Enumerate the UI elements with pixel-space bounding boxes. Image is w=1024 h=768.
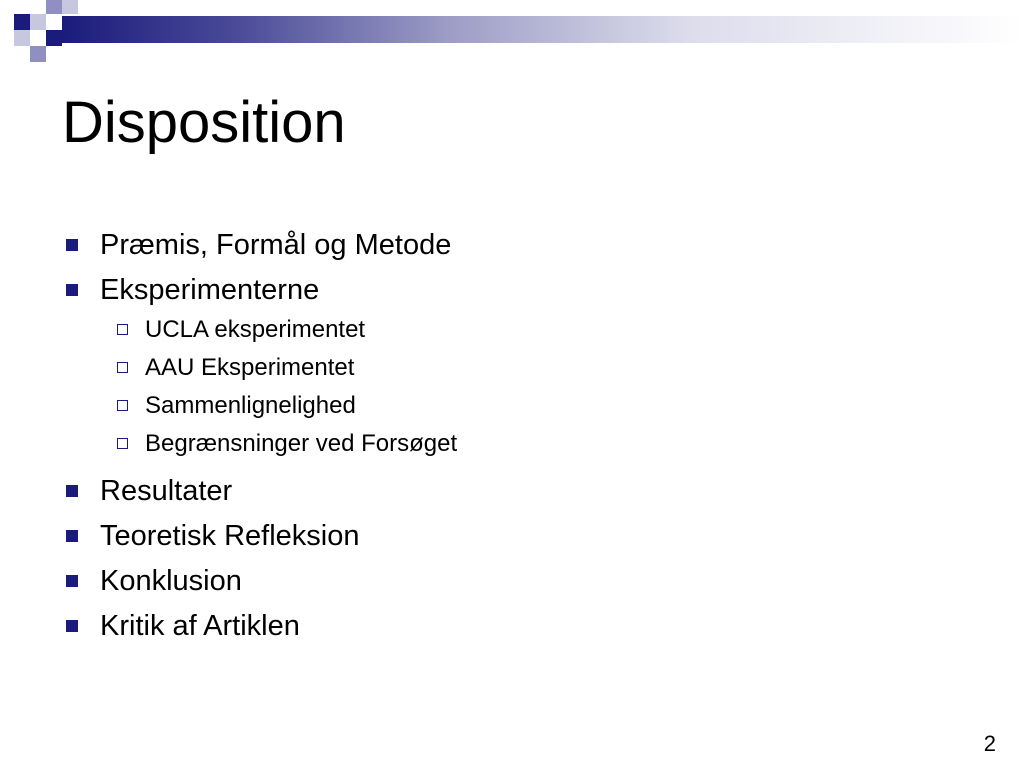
bullet-list <box>62 226 962 652</box>
sub-bullet-label: UCLA eksperimentet <box>145 316 366 343</box>
square-bullet-icon <box>66 284 78 296</box>
sub-bullet-item <box>62 352 962 390</box>
hollow-square-bullet-icon <box>117 400 128 411</box>
hollow-square-bullet-icon <box>117 324 128 335</box>
bullet-item <box>62 562 962 607</box>
decor-square <box>14 30 30 46</box>
bullet-label: Kritik af Artiklen <box>100 610 300 642</box>
sub-bullet-item <box>62 390 962 428</box>
bullet-label: Teoretisk Refleksion <box>100 520 360 552</box>
bullet-label: Resultater <box>100 475 233 507</box>
bullet-label: Præmis, Formål og Metode <box>100 229 452 261</box>
header-decoration <box>0 0 1024 64</box>
decor-square <box>46 0 62 14</box>
page-number: 2 <box>983 731 996 756</box>
bullet-label: Konklusion <box>100 565 242 597</box>
sub-bullet-item <box>62 314 962 352</box>
square-bullet-icon <box>66 530 78 542</box>
square-bullet-icon <box>66 485 78 497</box>
sub-bullet-list <box>62 314 962 466</box>
sub-bullet-label: AAU Eksperimentet <box>145 354 355 381</box>
sub-bullet-label: Begrænsninger ved Forsøget <box>145 430 458 457</box>
square-bullet-icon <box>66 575 78 587</box>
hollow-square-bullet-icon <box>117 438 128 449</box>
square-bullet-icon <box>66 239 78 251</box>
decor-square <box>30 46 46 62</box>
slide-title: Disposition <box>62 90 346 155</box>
bullet-label: Eksperimenterne <box>100 274 320 306</box>
decor-square <box>62 0 78 14</box>
decor-square <box>30 14 46 30</box>
square-bullet-icon <box>66 620 78 632</box>
header-gradient-bar <box>62 16 1024 43</box>
bullet-item <box>62 226 962 271</box>
sub-bullet-label: Sammenlignelighed <box>145 392 356 419</box>
bullet-item <box>62 271 962 316</box>
bullet-item <box>62 517 962 562</box>
bullet-item <box>62 472 962 517</box>
decor-square <box>14 14 30 30</box>
decor-square <box>46 30 62 46</box>
hollow-square-bullet-icon <box>117 362 128 373</box>
bullet-item <box>62 607 962 652</box>
sub-bullet-item <box>62 428 962 466</box>
